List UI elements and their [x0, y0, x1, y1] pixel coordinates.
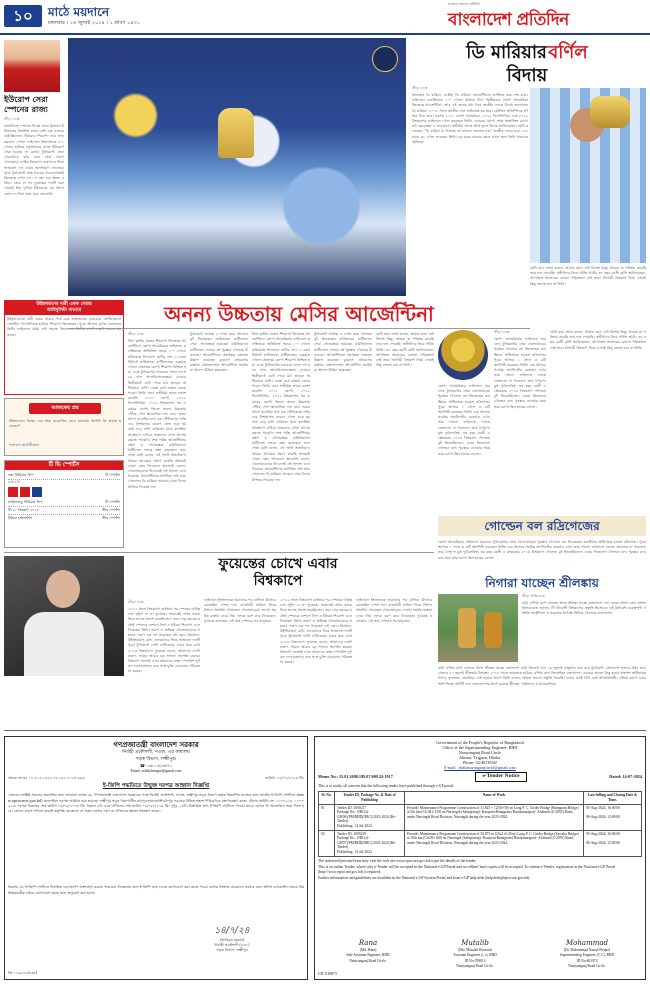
- notice-bn-sig-title: নির্বাহী প্রকৌশলী (চ:দা:): [214, 943, 250, 948]
- notice-en-l4: Alinsur, Tejgaon, Dhaka.: [459, 755, 501, 760]
- tv-event: ইউরো হাইলাইটস: [8, 516, 33, 520]
- nigar-body-right: নারী এশিয়া কাপ খেলতে আজ শ্রীলঙ্কা যাচ্ছে বাংলাদেশ দল। দলের প্রধান কোচ হাশান তিলকারত্নে জানান, টি-টোয়েন্টি বিশ্বকাপের প্রস্তুতি হিসেবেও এই টুর্নামেন্ট গুরুত্বপূর্ণ। সম্প্রতি অস্ট্রেলিয়া ও ভারতের বিপক্ষে সিরিজ খেলেছে বাংলাদেশ।: [522, 601, 646, 616]
- table-cell: Periodic Maintenance Programme Construction of 31.825 + 12(30+50) m Long P. C. Girder Bridge (Banagram Bridge) at 5th km (Ch.041-130) on Narsingdi (Sahepratap)- Kuripara-Banagram (Barokanarapur)- Aloknali (Z-2055) Road, under Narsingdi Road Division, Narsingdi during the year 2023-2024.: [405, 804, 584, 830]
- page-number-badge: ১০: [4, 5, 42, 27]
- table-header: Name of Work: [405, 792, 584, 804]
- date-line: মঙ্গলবার । ১৬ জুলাই ২০২৪ । ১ শ্রাবণ ১৪৩১: [48, 20, 140, 26]
- sig-name: (Md. Mutalab Hossain): [458, 948, 492, 953]
- notice-en-l5: Phone: 02-4811036!: [462, 760, 498, 765]
- poll-note: ফলাফল আগামীকাল: [9, 443, 39, 447]
- hero-body-col3: টানা তৃতীয় মেজর শিরোপা জিতেছে আর্জেন্টিনা। কোপা আমেরিকার ফাইনালে কলম্বিয়াকে অতিরিক্ত সময়ে ১-০ গোলে হারিয়েছে লিওনেল মেসির দল। ১১২তম মিনিটে লাউতারো মার্টিনেজের একমাত্র গোলে ষোলতম কোপা শিরোপা নিশ্চিত হয়। এতে টুর্নামেন্টের সবচেয়ে সফল দল হয়ে গেল আলবিসেলেস্তেরা। ম্যাচের দ্বিতীয়ার্ধে চোট পেয়ে মাঠ ছাড়েন অধিনায়ক মেসি। বেঞ্চে বসে কান্নায় ভেঙে পড়েন তিনি। তবে সতীর্থরা তাকে হতাশ করেনি। ২০২১ কোপা, ২০২২ ফিনালিসিমা, ২০২২ বিশ্বকাপের পর এবারের কোপা জিতে অনন্য উচ্চতায় পৌঁছে গেল স্কালোনির দল। ম্যাচ শুরুর আগে মায়ামির হার্ড রক স্টেডিয়ামে দর্শকদের বিশৃঙ্খলার কারণে খেলা শুরু হয় প্রায় দেড় ঘণ্টা দেরিতে। মাঠে কলম্বিয়া আক্রমণে এগিয়ে থাকলেও গোল আদায় করতে পারেনি। শেষ পর্যন্ত আর্জেন্টিনার রক্ষণ ও গোলরক্ষক এমিলিয়ানো মার্টিনেজ দলকে রক্ষা করেছেন। ম্যাচ শেষে মেসি বলেন, এই দলটা অসাধারণ। আমরা আবারও প্রমাণ করেছি আমরাই সেরা। কোচ লিওনেল স্কালোনি বলেন, খেলোয়াড়দের নিবেদনই এই সাফল্য এনে দিয়েছে। আর্জেন্টিনার জার্সিতে শেষ ম্যাচ খেললেন ডি মারিয়া। তাকেও সেরা বিদায় উপহার দিয়েছে দল।: [252, 332, 310, 482]
- fuentes-body-col1: ২০২২ সালে বিশ্বকাপে ব্যর্থতার পর স্পেনের দায়িত্ব নেন লুইস দে লা ফুয়েন্তে। অনেকেই তখন তাকে নিয়ে সন্দেহ প্রকাশ করেছিলেন। তবে দেড় বছরের মধ্যেই স্পেনকে নেশনস লিগ ও ইউরো শিরোপা এনে দিয়েছেন তিনি। তরুণ ও অভিজ্ঞ খেলোয়াড়দের সমন্বয়ে দারুণ এক দল গড়েছেন এই কোচ। ইয়ামাল, উইলিয়ামস, রদ্রি, ওলমোদের নিয়ে সাজানো দলটি পুরো টুর্নামেন্টে দাপট দেখিয়েছে। এবার তার চোখ ২০২৬ বিশ্বকাপে। ফুয়েন্তে বলেন, আমাদের দলটা তরুণ, সামনে আরও বড় সাফল্য অপেক্ষা করছে। বিশ্বকাপ জেতাই এখন আমাদের লক্ষ্য। স্প্যানিশ ফুটবল ফেডারেশনও তার সঙ্গে চুক্তি বাড়ানোর পরিকল্পনা করছে।: [128, 607, 200, 674]
- notice-en-online: This is an online Tender, where only e-Tender will be accepted in the National e-GP Portal and no offline/ hard copies will be accepted. To submit e-Tender, registration in the National e-GP Portal (http://www.eprocure.gov.bd) is required.: [318, 865, 616, 874]
- notice-bn-govt: গণপ্রজাতন্ত্রী বাংলাদেশ সরকার: [113, 740, 199, 749]
- tv-channel: স্টার স্পোর্টস: [102, 516, 120, 520]
- notice-en-portal: The interested persons/firms may visit the web site www.eprocure.gov.bd to get the details of the tender.: [318, 858, 477, 863]
- notice-bn-signature-block: [187, 925, 277, 954]
- trophy: [218, 108, 254, 158]
- dimaria-title-a: ডি মারিয়ার: [466, 42, 547, 63]
- table-row: [319, 830, 642, 856]
- masthead-tag: সত্যের সন্ধানে প্রতিদিন: [448, 2, 481, 6]
- notice-bn-signature: ১৪/৭/২৪: [214, 926, 250, 936]
- euro-title: ইউরোপ সেরা স্পেনের রাজ্য: [4, 94, 48, 114]
- fuentes-body-col2: ফাইনালে ইংল্যান্ডকে হারানোর পর বার্লিনে উৎসবে মেতেছিল স্পেন দল। রাজধানী মাদ্রিদে ফিরে বিশাল সংবর্ধনা পেয়েছেন খেলোয়াড়রা। লাখো সমর্থক রাস্তায় নেমে প্রিয় দলকে বরণ করে নিয়েছেন। ফুয়েন্তে বলেছেন, এই জয় স্পেনের সব মানুষের।: [204, 598, 276, 623]
- euro-byline: ক্রীড়া ডেস্ক: [4, 117, 20, 121]
- tender-table: [318, 791, 642, 856]
- hero-byline: ক্রীড়া ডেস্ক: [128, 332, 144, 336]
- table-cell: Tender ID: 1000219 Package No.: NRC(s)-GP(07)/PM/RHD(NRC)/2023-2024 (Re-Tender) Publishing: 14-Jul-2024: [335, 830, 405, 856]
- dimaria-byline: ক্রীড়া ডেস্ক: [412, 86, 428, 90]
- channel-icon: [8, 487, 18, 497]
- poll-box: [4, 398, 124, 456]
- notice-en-intro: This is to notify all concern that the following tender have published through e-GP portal.: [318, 783, 455, 788]
- tv-channel: টি স্পোর্টস: [105, 500, 120, 504]
- fuentes-byline: ক্রীড়া ডেস্ক: [128, 600, 144, 604]
- signature: Rana: [358, 939, 378, 948]
- notice-en-further: Further information and guidelines are available in the National e-GP System Portal and from e-GP help desk (helpdesk@eprocure.gov.bd).: [318, 875, 531, 880]
- photo-nigar: [438, 594, 518, 662]
- notice-en-header: [318, 740, 642, 770]
- signature: Mutalib: [461, 939, 489, 948]
- dimaria-body-cont: মেসি ম্যাচ শেষে বলেন, আমার জন্য এটা বিশেষ কিছু। আমরা যা পরিশ্রম করেছি তার ফল পেয়েছি। সতীর্থদের নিয়ে গর্বিত আমি। ৩৭ বছর বয়সী মেসি জানিয়েছেন, আপাতত অবসরের কোনো পরিকল্পনা নেই তার। আগামী বিশ্বকাপ নিয়ে এখনই কিছু বলতে চান না তিনি।: [530, 266, 646, 286]
- hero-body-col2: টুর্নামেন্টে সর্বোচ্চ ৫ গোল করে গোল্ডেন বুট জিতেছেন লাউতারো মার্টিনেজ। সেরা গোলরক্ষক হয়েছেন এমিলিয়ানো মার্টিনেজ। ফেয়ার প্লে পুরস্কার পেয়েছে উরুগুয়ে। আর্জেন্টিনার সমর্থকরা রাতভর উল্লাস করেছেন বুয়েনস এইরেসের রাস্তায়। বাংলাদেশেও আর্জেন্টিনা সমর্থকরা আনন্দ মিছিল করেছেন।: [190, 332, 248, 373]
- fuentes-body-col4: ফাইনালে ইংল্যান্ডকে হারানোর পর বার্লিনে উৎসবে মেতেছিল স্পেন দল। রাজধানী মাদ্রিদে ফিরে বিশাল সংবর্ধনা পেয়েছেন খেলোয়াড়রা। লাখো সমর্থক রাস্তায় নেমে প্রিয় দলকে বরণ করে নিয়েছেন। ফুয়েন্তে বলেছেন, এই জয় স্পেনের সব মানুষের।: [356, 598, 432, 623]
- notice-bn-office: নির্বাহী প্রকৌশলী, সওজ, এর কার্যালয়: [122, 750, 190, 756]
- signature-block: [532, 938, 642, 969]
- masthead-logo: বাংলাদেশ প্রতিদিন: [448, 10, 569, 30]
- photo-spain-player: [4, 40, 60, 92]
- rodriguez-byline: ক্রীড়া ডেস্ক: [494, 330, 510, 334]
- tv-sports-box: [4, 460, 124, 548]
- tv-schedule-item: [8, 472, 120, 480]
- notice-bn-date: তারিখ: ১৪/০৭/২০২৪ খ্রি:: [265, 776, 304, 781]
- notice-en-box: e-Tender Notice: [475, 772, 526, 782]
- fuentes-title-a: ফুয়েন্তের চোখে এবার: [218, 556, 338, 572]
- photo-argentina-celebration: [68, 38, 406, 296]
- photo-dimaria: [530, 88, 646, 263]
- sig-office: ID No-601974 Narayanganj Road Circle.: [568, 958, 606, 968]
- sig-title: Sub-Assistant Engineer, RHD: [346, 953, 390, 958]
- notice-bn-body: এতদ্বারা সংশ্লিষ্ট সকলের অবগতির জন্য জানানো যাচ্ছে যে, গণপ্রজাতন্ত্রী বাংলাদেশ সরকারের পক্ষে নির্বাহী প্রকৌশলী, সওজ, লক্ষ্মীপুর সড়ক বিভাগ কর্তৃক নিম্নবর্ণিত কাজের জন্য জাতীয় ই-জিপি পোর্টালে (www.eprocure.gov.bd) অনলাইনে দরপত্র আহ্বান করা হয়েছে। লক্ষ্মীপুর সড়ক বিভাগাধীন রায়পুর-হায়দরগঞ্জ-চাঁদপুর সড়কের বিভিন্ন অংশে পিরিওডিক রক্ষণাবেক্ষণ কাজ। টেন্ডার আইডি নং: ১০০৭২১৪, ১০০৭২১৫। দরপত্র বিক্রয়ের শেষ তারিখ ০৪/০৮/২০২৪ খ্রি: বিকাল ৫টা এবং দাখিলের শেষ তারিখ ০৫/০৮/২০২৪ খ্রি: দুপুর ১২টা। বিস্তারিত তথ্য ই-জিপি পোর্টালে পাওয়া যাবে। দরপত্র ফি অনলাইনে জমা দিতে হবে। কোনো কারণ দর্শানো ছাড়াই কর্তৃপক্ষ যেকোনো বা সকল দরপত্র গ্রহণ বা বাতিলের ক্ষমতা সংরক্ষণ করেন।: [8, 793, 304, 813]
- notice-bn-phone: ☎ ০৩৮১-৬২৩৪৭১: [140, 763, 172, 769]
- fuentes-title-b: বিশ্বকাপে: [253, 573, 303, 589]
- notice-en-memo: Memo No.: 35.01.2690.189.07.000.24-1917: [318, 773, 393, 779]
- dimaria-headline: [408, 40, 646, 87]
- tv-event: তামিলনাড়ু প্রিমিয়ার লিগ: [8, 500, 43, 504]
- poll-label[interactable]: আজকের প্রশ্ন: [29, 403, 101, 414]
- tv-event: লঙ্কা প্রিমিয়ার লিগ: [8, 473, 34, 477]
- notice-en-l2: Office of the Superintending Engineer, RHD: [442, 745, 518, 750]
- rodriguez-body-col2: মেসি ম্যাচ শেষে বলেন, আমার জন্য এটা বিশেষ কিছু। আমরা যা পরিশ্রম করেছি তার ফল পেয়েছি। সতীর্থদের নিয়ে গর্বিত আমি। ৩৭ বছর বয়সী মেসি জানিয়েছেন, আপাতত অবসরের কোনো পরিকল্পনা নেই তার। আগামী বিশ্বকাপ নিয়ে এখনই কিছু বলতে চান না তিনি।: [550, 330, 646, 350]
- tv-schedule-list: [5, 470, 123, 524]
- notice-bn-email[interactable]: Email: selakshmipur@gmail.com: [130, 768, 182, 773]
- dimaria-title-c: বিদায়: [506, 65, 548, 87]
- nigar-headline: নিগারা যাচ্ছেন শ্রীলঙ্কায়: [485, 576, 599, 590]
- table-cell: Periodic Maintenance Programme Construction of 50.875 m (25x2+0.40 m) Long P. C. Girder Bridge (Sawalia Bridge) at 10th km (Ch:09+160) on Narsingdi (Sahepratap)- Kuripara-Banagram (Barokanarapur)- Aloknali (Z-2055) Road, under Narsingdi Road Division, Narsingdi during the year 2023-2024.: [405, 830, 584, 856]
- notice-en-signatures: [318, 938, 642, 969]
- rodriguez-headline: গোল্ডেন বল রদ্রিগেজের: [438, 516, 646, 536]
- sig-name: (Dr. Mohammad Nazrul Hoque): [563, 948, 611, 953]
- signature: Mohammad: [566, 939, 608, 948]
- photo-rodriguez: [438, 330, 488, 380]
- table-cell: Tender ID: 1000217 Package No.: NRC(s)-GP(06)/PM/RHD(NRC)/2023-2024 (Re-Tender) Publishing: 14-Jul-2024: [335, 804, 405, 830]
- tv-schedule-item: [8, 499, 120, 507]
- hero-body-col1: টানা তৃতীয় মেজর শিরোপা জিতেছে আর্জেন্টিনা। কোপা আমেরিকার ফাইনালে কলম্বিয়াকে অতিরিক্ত সময়ে ১-০ গোলে হারিয়েছে লিওনেল মেসির দল। ১১২তম মিনিটে লাউতারো মার্টিনেজের একমাত্র গোলে ষোলতম কোপা শিরোপা নিশ্চিত হয়। এতে টুর্নামেন্টের সবচেয়ে সফল দল হয়ে গেল আলবিসেলেস্তেরা। ম্যাচের দ্বিতীয়ার্ধে চোট পেয়ে মাঠ ছাড়েন অধিনায়ক মেসি। বেঞ্চে বসে কান্নায় ভেঙে পড়েন তিনি। তবে সতীর্থরা তাকে হতাশ করেনি। ২০২১ কোপা, ২০২২ ফিনালিসিমা, ২০২২ বিশ্বকাপের পর এবারের কোপা জিতে অনন্য উচ্চতায় পৌঁছে গেল স্কালোনির দল। ম্যাচ শুরুর আগে মায়ামির হার্ড রক স্টেডিয়ামে দর্শকদের বিশৃঙ্খলার কারণে খেলা শুরু হয় প্রায় দেড় ঘণ্টা দেরিতে। মাঠে কলম্বিয়া আক্রমণে এগিয়ে থাকলেও গোল আদায় করতে পারেনি। শেষ পর্যন্ত আর্জেন্টিনার রক্ষণ ও গোলরক্ষক এমিলিয়ানো মার্টিনেজ দলকে রক্ষা করেছেন। ম্যাচ শেষে মেসি বলেন, এই দলটা অসাধারণ। আমরা আবারও প্রমাণ করেছি আমরাই সেরা। কোচ লিওনেল স্কালোনি বলেন, খেলোয়াড়দের নিবেদনই এই সাফল্য এনে দিয়েছে। আর্জেন্টিনার জার্সিতে শেষ ম্যাচ খেললেন ডি মারিয়া। তাকেও সেরা বিদায় উপহার দিয়েছে দল।: [128, 339, 186, 489]
- fuentes-body-col3: ২০২২ সালে বিশ্বকাপে ব্যর্থতার পর স্পেনের দায়িত্ব নেন লুইস দে লা ফুয়েন্তে। অনেকেই তখন তাকে নিয়ে সন্দেহ প্রকাশ করেছিলেন। তবে দেড় বছরের মধ্যেই স্পেনকে নেশনস লিগ ও ইউরো শিরোপা এনে দিয়েছেন তিনি। তরুণ ও অভিজ্ঞ খেলোয়াড়দের সমন্বয়ে দারুণ এক দল গড়েছেন এই কোচ। ইয়ামাল, উইলিয়ামস, রদ্রি, ওলমোদের নিয়ে সাজানো দলটি পুরো টুর্নামেন্টে দাপট দেখিয়েছে। এবার তার চোখ ২০২৬ বিশ্বকাপে। ফুয়েন্তে বলেন, আমাদের দলটা তরুণ, সামনে আরও বড় সাফল্য অপেক্ষা করছে। বিশ্বকাপ জেতাই এখন আমাদের লক্ষ্য। স্প্যানিশ ফুটবল ফেডারেশনও তার সঙ্গে চুক্তি বাড়ানোর পরিকল্পনা করছে।: [280, 598, 352, 665]
- rodriguez-body-bottom: কোপা আমেরিকার ফাইনালে হারলেও টুর্নামেন্টের সেরা খেলোয়াড়ের পুরস্কার গোল্ডেন বল জিতেছেন কলম্বিয়ার অধিনায়ক হামেস রদ্রিগেজ। পুরো আসরে ১ গোল ও ৬টি অ্যাসিস্ট করেছেন তিনি। এক আসরে সর্বোচ্চ অ্যাসিস্টের রেকর্ডও এখন তার দখলে। ফাইনালে দলকে জেতাতে না পারলেও তার নৈপুণ্যে মুগ্ধ ফুটবলবিশ্ব। ৩৩ বছর বয়সী এ প্লেমেকার ২০১৪ বিশ্বকাপে গোল্ডেন বুট জিতেছিলেন। এবার জিতলেন গোল্ডেন বল। পুরস্কার নেওয়ার সময় তার চোখে ছিল হারের বেদনা।: [438, 540, 646, 560]
- table-row: [319, 804, 642, 830]
- tv-channel-icons: [8, 487, 120, 497]
- table-header: Sl. No.: [319, 792, 335, 804]
- euro-body: জার্মানিতে স্পেনের নিকো জাবা ইয়ামাল ইতিহাসের নিয়ম্রিত ৪বার বেশি এক একবার চেষ্টাচ্ছিলেন। ইউরোর শিরোপা জয় লাভ করলেন স্পেন। ফাইনালে ইংল্যান্ডকে ২-১ গোলে হারিয়ে চতুর্থবারের মতো ইউরোপ সেরা হয়েছে লা রোহা। টুর্নামেন্টে সেরা খেলোয়াড় রদ্রি এবং সেরা তরুণ খেলোয়াড় লামিন ইয়ামাল। তরুণদের নিয়ে সাজানো দল এবার অসাধারণ খেলেছে। পুরো টুর্নামেন্টে সাত ম্যাচের সবগুলোতেই জিতেছে স্পেন দল। এ যেন এক অনন্য নজির। কোচ দে লা ফুয়েন্তের দলটি শুরু থেকেই ছিল দুর্দান্ত। ইউরোতে এর আগে কোন দল টানা সাত ম্যাচ জেতেনি।: [4, 124, 64, 196]
- tv-event: টি-২০ বিশ্বকাপ ২০২৪: [8, 508, 39, 512]
- notice-bn-sig-name: (আরিফুর রহমান): [219, 938, 245, 943]
- notice-en-l6[interactable]: E-mail : rhdnarayanganjcircle@gmail.com: [444, 765, 516, 770]
- sig-office: Narayanganj Road Circle.: [349, 958, 387, 963]
- tv-schedule-item: [8, 507, 120, 515]
- fuentes-headline: [128, 556, 428, 590]
- rodriguez-body: কোপা আমেরিকার ফাইনালে হারলেও টুর্নামেন্টের সেরা খেলোয়াড়ের পুরস্কার গোল্ডেন বল জিতেছেন কলম্বিয়ার অধিনায়ক হামেস রদ্রিগেজ। পুরো আসরে ১ গোল ও ৬টি অ্যাসিস্ট করেছেন তিনি। এক আসরে সর্বোচ্চ অ্যাসিস্টের রেকর্ডও এখন তার দখলে। ফাইনালে দলকে জেতাতে না পারলেও তার নৈপুণ্যে মুগ্ধ ফুটবলবিশ্ব। ৩৩ বছর বয়সী এ প্লেমেকার ২০১৪ বিশ্বকাপে গোল্ডেন বুট জিতেছিলেন। এবার জিতলেন গোল্ডেন বল। পুরস্কার নেওয়ার সময় তার চোখে ছিল হারের বেদনা।: [494, 337, 546, 409]
- sig-name: (Md. Rana): [359, 948, 377, 953]
- channel-icon: [20, 487, 30, 497]
- table-cell: 02: [319, 830, 335, 856]
- notice-bn-title: ই-জিপি পদ্ধতিতে উন্মুক্ত দরপত্র আহ্বান বিজ্ঞপ্তি: [102, 783, 210, 790]
- signature-block: [318, 938, 418, 969]
- hero-headline: অনন্য উচ্চতায় মেসির আর্জেন্টিনা: [164, 302, 434, 326]
- copa-logo: [372, 46, 398, 72]
- table-cell: 05-Aug-2024; 16:00:00 06-Aug-2024; 12:00:00: [584, 804, 642, 830]
- dimaria-body: আনহেল ডি মারিয়া, এঞ্জেল ডি মারিয়া। আর্জেন্টিনার জার্সিতে তার শেষ ম্যাচ। ফাইনালে কলম্বিয়াকে ১-০ গোলে হারিয়ে টানা দ্বিতীয়বার কোপা আমেরিকা জিতেছে আর্জেন্টিনা। আর এই জয়ের মধ্য দিয়ে জাতীয় দলকে বিদায় জানালেন ডি মারিয়া। ২০০৮ সালে জাতীয় দলে অভিষেক হয় তার। বেইজিং অলিম্পিকে স্বর্ণ জয় দিয়ে শুরু। এরপর ২০২১ কোপা আমেরিকা, ২০২২ ফিনালিসিমা এবং ২০২২ বিশ্বকাপের ফাইনালে গোল করেছেন তিনি। এবারের কোপা শেষে অশ্রুসিক্ত চোখে মাঠ ছেড়েছেন এ ফরোয়ার্ড। সতীর্থরা তাকে কাঁধে তুলে বিদায় জানিয়েছেন। মেসি বলেছেন, ‘ডি মারিয়া যা দিয়েছে তা কখনো ভোলার নয়।’ জাতীয় দলের হয়ে ১৪৫ ম্যাচে ৩১ গোল করেছেন তিনি। বড় মঞ্চে বারবার জ্বলে ওঠার জন্য তিনি থাকবেন স্মৃতিতে।: [412, 93, 528, 144]
- sig-office: ID No-700014 Narayanganj Road Circle.: [456, 958, 494, 968]
- notice-bn-memo: স্মারক নং-৩৫.০১.৫১৫২.৪৫১.০৬.১৪১.২০২৪-৬৯৬: [8, 776, 85, 781]
- sig-title: Superintending Engineer (C.C), RHD: [559, 953, 615, 958]
- tv-channel: স্টার স্পোর্টস: [102, 508, 120, 512]
- signature-block: [425, 938, 525, 969]
- sig-title: Assistant Engineer (c.c), RHD: [453, 953, 497, 958]
- notice-bn-gd: জি-১১৬৯৭৮(৪৩৬): [8, 970, 38, 975]
- notice-en-date: Dated: 14-07-2024: [609, 773, 642, 779]
- table-header: Tender ID, Package No. & Date of Publishing: [335, 792, 405, 804]
- hero-body-col4: টুর্নামেন্টে সর্বোচ্চ ৫ গোল করে গোল্ডেন বুট জিতেছেন লাউতারো মার্টিনেজ। সেরা গোলরক্ষক হয়েছেন এমিলিয়ানো মার্টিনেজ। ফেয়ার প্লে পুরস্কার পেয়েছে উরুগুয়ে। আর্জেন্টিনার সমর্থকরা রাতভর উল্লাস করেছেন বুয়েনস এইরেসের রাস্তায়। বাংলাদেশেও আর্জেন্টিনা সমর্থকরা আনন্দ মিছিল করেছেন।: [314, 332, 372, 373]
- channel-icon: [32, 487, 42, 497]
- notice-bn-division: সড়ক বিভাগ, লক্ষ্মীপুর।: [135, 756, 177, 762]
- notice-en-gd: GD-1169873: [318, 971, 337, 976]
- table-cell: 01: [319, 804, 335, 830]
- table-header: Last Selling and Closing Date & Time.: [584, 792, 642, 804]
- notice-en-l1: Government of the People's Republic of Bangladesh: [436, 740, 524, 745]
- notice-bengali: [4, 736, 308, 980]
- notice-en-l3: Narayanganj Road Circle: [458, 750, 502, 755]
- rodriguez-body-col3: কোপা আমেরিকার ফাইনালে হারলেও টুর্নামেন্টের সেরা খেলোয়াড়ের পুরস্কার গোল্ডেন বল জিতেছেন কলম্বিয়ার অধিনায়ক হামেস রদ্রিগেজ। পুরো আসরে ১ গোল ও ৬টি অ্যাসিস্ট করেছেন তিনি। এক আসরে সর্বোচ্চ অ্যাসিস্টের রেকর্ডও এখন তার দখলে। ফাইনালে দলকে জেতাতে না পারলেও তার নৈপুণ্যে মুগ্ধ ফুটবলবিশ্ব। ৩৩ বছর বয়সী এ প্লেমেকার ২০১৪ বিশ্বকাপে গোল্ডেন বুট জিতেছিলেন। এবার জিতলেন গোল্ডেন বল। পুরস্কার নেওয়ার সময় তার চোখে ছিল হারের বেদনা।: [438, 384, 490, 456]
- dimaria-title-b: বর্ণিল: [548, 42, 588, 63]
- nigar-body: নারী এশিয়া কাপ খেলতে আজ শ্রীলঙ্কা যাচ্ছে বাংলাদেশ নারী ক্রিকেট দল। ১৯ জুলাই ডাম্বুলায় শুরু হবে টুর্নামেন্ট। বাংলাদেশ তাদের প্রথম ম্যাচ খেলবে ২০ জুলাই শ্রীলঙ্কার বিপক্ষে। ২০১৮ সালে ভারতকে হারিয়ে এশিয়া কাপ জিতেছিল বাংলাদেশ। এবারও ভালো কিছু করার প্রত্যাশা অধিনায়ক নিগার সুলতানা জ্যোতির। দেশ ছাড়ার আগে তিনি বলেন, আমরা ভালো প্রস্তুতি নিয়েছি। দলের সবাই ফিট এবং আত্মবিশ্বাসী। এশিয়া কাপে এবার অংশ নিচ্ছে আটটি দল। বাংলাদেশের গ্রুপে রয়েছে শ্রীলঙ্কা, থাইল্যান্ড ও মালয়েশিয়া।: [438, 666, 646, 686]
- tv-sports-title: টি ভি স্পোর্টস: [5, 461, 123, 470]
- tv-schedule-item: [8, 515, 120, 522]
- tv-schedule-time: রাত ৮টা: [8, 480, 20, 484]
- nigar-byline: ক্রীড়া প্রতিবেদক: [522, 594, 546, 598]
- section-title: মাঠে ময়দানে: [48, 5, 110, 19]
- notice-bn-sig-office: সড়ক বিভাগ, লক্ষ্মীপুর: [216, 948, 248, 953]
- wimbledon-box-body: উইম্বলডনের নারী একক সেরার পর্বে চেক প্রজাতন্ত্রের বারবোরা ক্রেজিকোভা জেসমিন পাওলিনিকে হারিয়ে শিরোপা জিতেছেন। পুরো আসরে দুর্দান্ত খেলেছেন তিনি। ফাইনালে প্রথম সেট সহজে জিতলেও দ্বিতীয় সেটে লড়াই করতে হয় তাকে।: [7, 317, 121, 337]
- table-cell: 05-Aug-2024; 16:00:00 06-Aug-2024; 12:00:00: [584, 830, 642, 856]
- poll-question: উইম্বলডনে বিশ্বের এক নম্বর জকোভিচ হেরে যাওয়ায় আপনি কি অবাক হয়েছেন?: [9, 419, 121, 429]
- photo-fuentes: [4, 556, 124, 676]
- tv-channel: টি স্পোর্টস: [105, 473, 120, 477]
- notice-bn-body-2: উল্লেখ্য যে, ই-জিপি পোর্টালে নিবন্ধিত দরদাতাগণ অংশগ্রহণ করতে পারবেন। নিবন্ধনের জন্য ই-জিপি হেল্প ডেস্কে যোগাযোগ করা যেতে পারে। দরপত্র সংক্রান্ত যেকোনো তথ্যের জন্য অফিস চলাকালীন সময়ে নিম্নস্বাক্ষরকারীর দপ্তরে যোগাযোগ করার জন্য অনুরোধ করা হলো।: [8, 885, 304, 895]
- page-header: [0, 0, 650, 34]
- notice-english: [314, 736, 646, 980]
- hero-body-col5: মেসি ম্যাচ শেষে বলেন, আমার জন্য এটা বিশেষ কিছু। আমরা যা পরিশ্রম করেছি তার ফল পেয়েছি। সতীর্থদের নিয়ে গর্বিত আমি। ৩৭ বছর বয়সী মেসি জানিয়েছেন, আপাতত অবসরের কোনো পরিকল্পনা নেই তার। আগামী বিশ্বকাপ নিয়ে এখনই কিছু বলতে চান না তিনি।: [376, 332, 434, 368]
- wimbledon-box-title: উইম্বলডনের নারী একক সেরার আমিনুলিটা নাভারে: [5, 301, 123, 315]
